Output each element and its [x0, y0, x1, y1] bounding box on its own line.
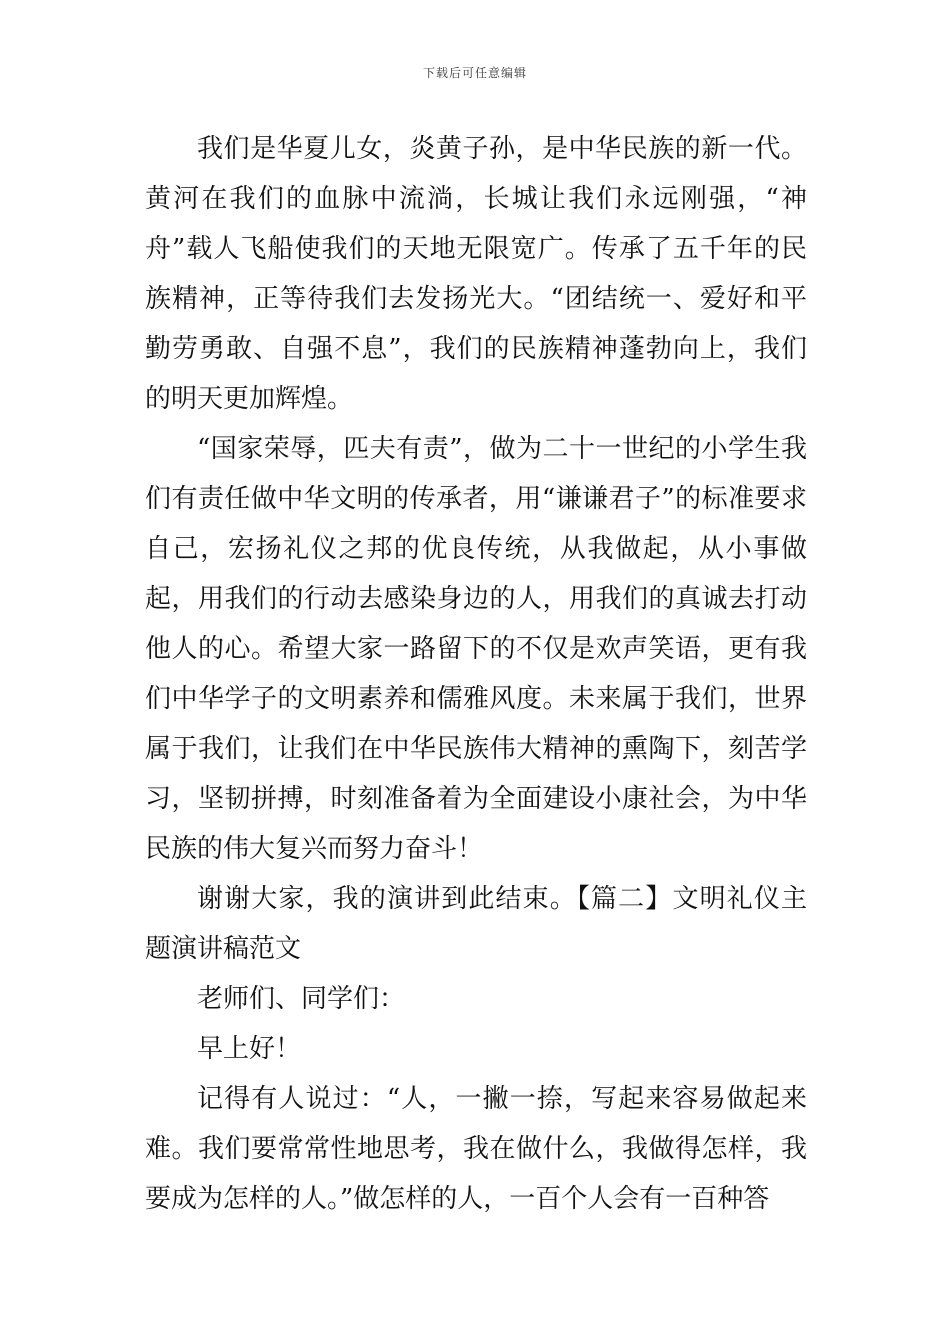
paragraph: 记得有人说过：“人，一撇一捺，写起来容易做起来难。我们要常常性地思考，我在做什么，我做得怎样，我要成为怎样的人。”做怎样的人，一百个人会有一百种答	[145, 1084, 807, 1214]
paragraph: 早上好！	[197, 1034, 302, 1064]
document-body	[145, 124, 807, 1224]
paragraph: 老师们、同学们：	[197, 984, 406, 1014]
paragraph: “国家荣辱，匹夫有责”，做为二十一世纪的小学生我们有责任做中华文明的传承者，用“谦谦君子”的标准要求自己，宏扬礼仪之邦的优良传统，从我做起，从小事做起，用我们的行动去感染身边的人，用我们的真诚去打动他人的心。希望大家一路留下的不仅是欢声笑语，更有我们中华学子的文明素养和儒雅风度。未来属于我们，世界属于我们，让我们在中华民族伟大精神的熏陶下，刻苦学习，坚韧拼搏，时刻准备着为全面建设小康社会，为中华民族的伟大复兴而努力奋斗！	[145, 434, 807, 864]
paragraph: 我们是华夏儿女，炎黄子孙，是中华民族的新一代。黄河在我们的血脉中流淌，长城让我们永远刚强，“神舟”载人飞船使我们的天地无限宽广。传承了五千年的民族精神，正等待我们去发扬光大。“团结统一、爱好和平勤劳勇敢、自强不息”，我们的民族精神蓬勃向上，我们的明天更加辉煌。	[145, 134, 807, 414]
paragraph: 谢谢大家，我的演讲到此结束。【篇二】文明礼仪主题演讲稿范文	[145, 884, 807, 964]
page-header-note: 下载后可任意编辑	[422, 66, 527, 80]
